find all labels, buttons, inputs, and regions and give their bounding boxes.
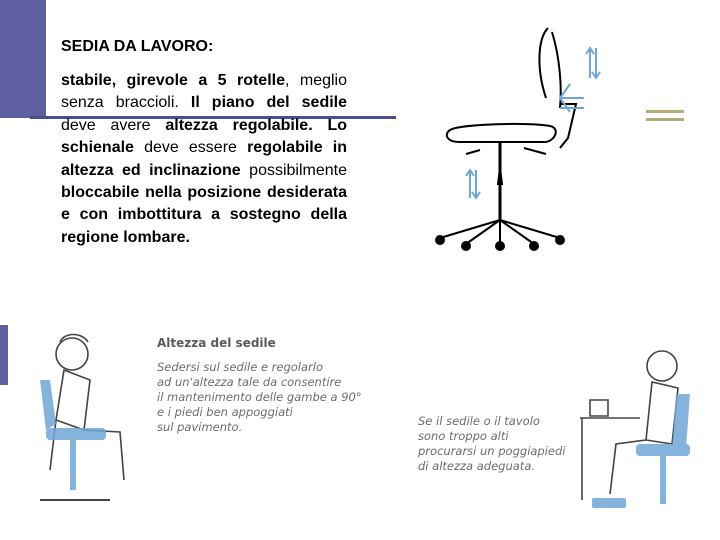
footrest bbox=[592, 498, 626, 508]
caption-line: Sedersi sul sedile e regolarlo bbox=[157, 360, 324, 374]
caption-line: di altezza adeguata. bbox=[418, 459, 536, 473]
chair-seat bbox=[636, 444, 690, 456]
caption-seat-height bbox=[157, 336, 377, 435]
caption-line: Se il sedile o il tavolo bbox=[418, 414, 540, 428]
slide-title: SEDIA DA LAVORO: bbox=[61, 38, 214, 55]
body-segment: deve avere bbox=[61, 116, 166, 134]
slide-body-text bbox=[61, 70, 347, 249]
desk-person-illustration bbox=[560, 340, 710, 520]
caption-footrest bbox=[418, 414, 568, 474]
body-segment: , meglio senza braccioli. bbox=[61, 72, 347, 112]
body-segment: deve essere bbox=[133, 139, 248, 157]
seated-person-illustration bbox=[20, 320, 150, 510]
caption-line: procurarsi un poggiapiedi bbox=[418, 444, 566, 458]
chair-back bbox=[40, 380, 56, 430]
body-segment: Il piano del sedile bbox=[190, 94, 348, 112]
body-segment: altezza regolabile. bbox=[165, 116, 313, 134]
accent-bar-top bbox=[0, 0, 46, 118]
caption-title: Altezza del sedile bbox=[157, 336, 276, 350]
seat-shape bbox=[447, 124, 556, 142]
chair-back bbox=[672, 394, 690, 450]
caption-line: il mantenimento delle gambe a 90° bbox=[157, 390, 362, 404]
body-segment bbox=[313, 117, 328, 134]
body-segment: Lo schienale bbox=[61, 116, 348, 157]
caption-line: ad un'altezza tale da consentire bbox=[157, 375, 342, 389]
head bbox=[56, 338, 88, 370]
body-segment: stabile, girevole a 5 rotelle bbox=[61, 72, 285, 89]
accent-bar-bottom bbox=[0, 325, 8, 385]
chair-diagram bbox=[420, 18, 620, 258]
monitor bbox=[590, 400, 608, 416]
chair-base bbox=[440, 220, 560, 244]
backrest-shape bbox=[539, 28, 548, 98]
caption-line: sul pavimento. bbox=[157, 420, 243, 434]
decorative-lines bbox=[646, 110, 684, 126]
chair-seat bbox=[46, 428, 106, 440]
head bbox=[647, 351, 677, 381]
caption-line: sono troppo alti bbox=[418, 429, 509, 443]
body-segment: possibilmente bbox=[240, 161, 347, 179]
body-segment: bloccabile nella posizione desiderata e con imbottitura a sostegno della regione lombare. bbox=[61, 184, 347, 246]
body-segment: regolabile in altezza ed inclinazione bbox=[61, 139, 347, 179]
caption-line: e i piedi ben appoggiati bbox=[157, 405, 293, 419]
